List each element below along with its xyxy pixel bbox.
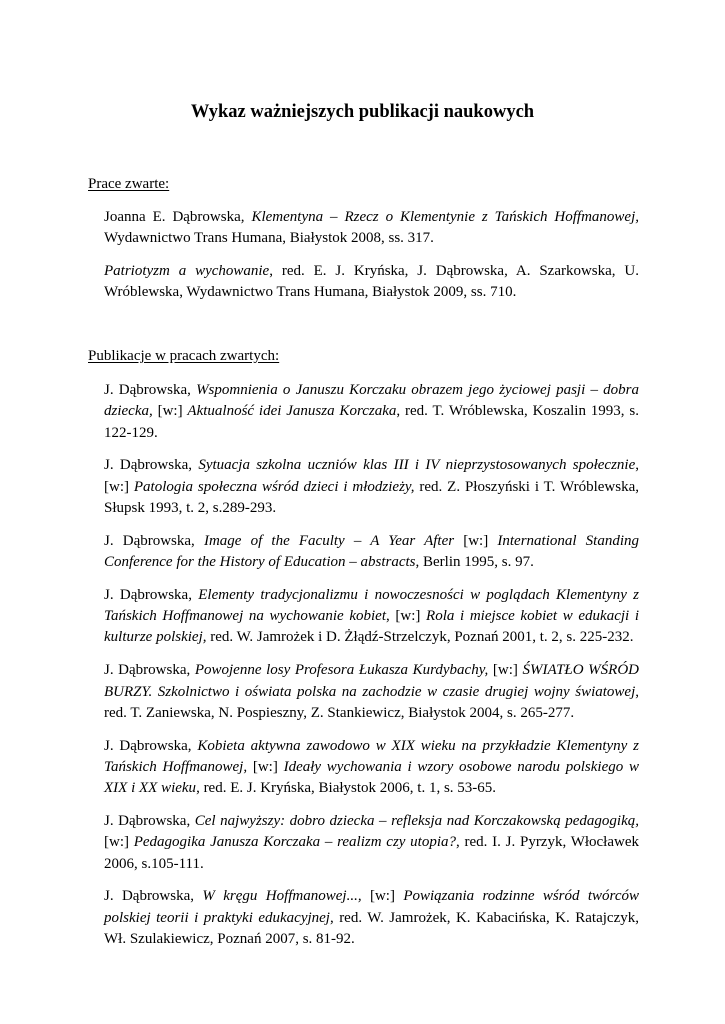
entry-title-text: Aktualność idei Janusza Korczaka	[187, 403, 397, 420]
bibliography-entry	[104, 261, 639, 304]
section-heading-monographs: Prace zwarte:	[88, 176, 170, 192]
entry-text: J. Dąbrowska,	[104, 888, 203, 905]
entry-title-text: , Klementyna – Rzecz o Klementynie z Tańskich Hoffmanowej,	[240, 209, 639, 225]
entry-text: [w:]	[361, 888, 404, 905]
bibliography-entry	[104, 886, 639, 950]
entry-text: , red. T. Zaniewska, N. Pospieszny, Z. Stankiewicz, Białystok 2004, s. 265-277.	[104, 683, 639, 721]
bibliography-entry	[104, 811, 639, 875]
entry-text: [w:]	[104, 834, 134, 851]
bibliography-entry	[104, 455, 639, 519]
entry-title-text: ŚWIATŁO WŚRÓD BURZY. Szkolnictwo i oświata polska na zachodzie w czasie drugiej wojny światowej	[104, 662, 639, 700]
entry-text: , red. E. J. Kryńska, J. Dąbrowska, A. Szarkowska, U. Wróblewska, Wydawnictwo Trans Humana, Białystok 2009, ss. 710.	[104, 263, 640, 301]
monographs-list	[104, 207, 639, 315]
entry-text: J. Dąbrowska,	[104, 532, 204, 549]
entry-text: , [w:]	[104, 457, 639, 495]
entry-title-text: Sytuacja szkolna uczniów klas III i IV nieprzystosowanych społecznie	[198, 457, 636, 474]
entry-text: J. Dąbrowska,	[104, 586, 199, 603]
entry-text: J. Dąbrowska,	[104, 737, 198, 754]
entry-title-text: Image of the Faculty – A Year After	[203, 532, 455, 549]
entry-text: , red. I. J. Pyrzyk, Włocławek 2006, s.105-111.	[104, 834, 639, 872]
entry-title-text: Patriotyzm a wychowanie	[104, 263, 270, 280]
entry-text: J. Dąbrowska,	[104, 813, 195, 830]
entry-text: [w:]	[488, 662, 523, 679]
chapters-list	[104, 380, 639, 962]
entry-title-text: Cel najwyższy: dobro dziecka – refleksja nad Korczakowską pedagogiką,	[194, 813, 639, 830]
bibliography-entry	[104, 585, 639, 649]
document-title: Wykaz ważniejszych publikacji naukowych	[190, 102, 535, 122]
entry-title-text: Powiązania rodzinne wśród twórców polskiej teorii i praktyki edukacyjnej	[104, 888, 639, 926]
entry-title-text: Pedagogika Janusza Korczaka – realizm czy utopia?	[133, 834, 457, 851]
entry-text: red. Z. Płoszyński i T. Wróblewska, Słupsk 1993, t. 2, s.289-293.	[104, 478, 639, 516]
bibliography-entry	[104, 531, 639, 574]
entry-text: red. W. Jamrożek i D. Żłądź-Strzelczyk, Poznań 2001, t. 2, s. 225-232.	[206, 629, 634, 646]
entry-title-text: Elementy tradycjonalizmu i nowoczesności w poglądach Klementyny z Tańskich Hoffmanowej na wychowanie kobiet	[104, 586, 639, 625]
entry-text: [w:]	[247, 758, 284, 775]
bibliography-entry	[104, 660, 639, 724]
entry-text: , red. E. J. Kryńska, Białystok 2006, t. 1, s. 53-65.	[196, 780, 497, 797]
entry-text: Joanna E. Dąbrowska	[104, 209, 241, 225]
entry-title-text: Rola i miejsce kobiet w edukacji i kulturze polskiej,	[104, 608, 639, 646]
bibliography-entry	[104, 736, 639, 800]
entry-text: , red. W. Jamrożek, K. Kabacińska, K. Ratajczyk, Wł. Szulakiewicz, Poznań 2007, s. 81-92.	[104, 909, 639, 948]
entry-title-text: International Standing Conference for the History of Education – abstracts	[104, 532, 640, 571]
section-heading-chapters: Publikacje w pracach zwartych:	[88, 348, 280, 364]
entry-title-text: Kobieta aktywna zawodowo w XIX wieku na przykładzie Klementyny z Tańskich Hoffmanowej,	[104, 737, 640, 775]
entry-text: J. Dąbrowska,	[104, 382, 197, 398]
bibliography-entry	[104, 207, 639, 250]
entry-text: , [w:]	[386, 608, 427, 625]
entry-title-text: Ideały wychowania i wzory osobowe narodu polskiego w XIX i XX wieku	[104, 758, 639, 797]
entry-title-text: W kręgu Hoffmanowej...,	[202, 888, 362, 905]
entry-text: J. Dąbrowska,	[104, 662, 195, 679]
entry-title-text: Powojenne losy Profesora Łukasza Kurdybachy,	[194, 662, 489, 679]
entry-text: J. Dąbrowska,	[104, 457, 199, 474]
entry-title-text: Patologia społeczna wśród dzieci i młodzieży,	[133, 478, 415, 495]
bibliography-entry	[104, 380, 639, 444]
entry-text: , red. T. Wróblewska, Koszalin 1993, s. 122-129.	[104, 403, 639, 441]
entry-text: Wydawnictwo Trans Humana, Białystok 2008, ss. 317.	[104, 230, 434, 247]
entry-text: [w:]	[152, 403, 188, 420]
entry-text: , Berlin 1995, s. 97.	[415, 554, 534, 571]
entry-text: [w:]	[454, 532, 498, 549]
entry-title-text: Wspomnienia o Januszu Korczaku obrazem jego życiowej pasji – dobra dziecka,	[104, 382, 639, 420]
